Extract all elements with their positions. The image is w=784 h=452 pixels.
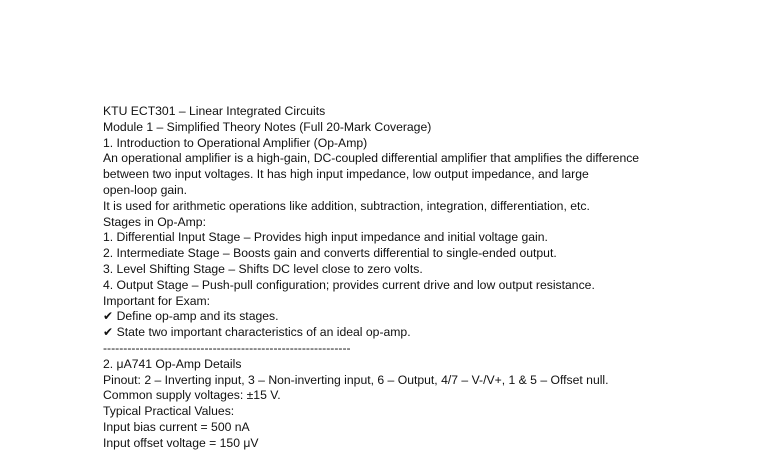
typical-value-item: Input offset voltage = 150 μV xyxy=(103,435,259,450)
stage-item: 1. Differential Input Stage – Provides high input impedance and initial voltage gain. xyxy=(103,230,548,245)
module-title: Module 1 – Simplified Theory Notes (Full 20-Mark Coverage) xyxy=(103,119,432,134)
section-separator: ------------------------------------------------------------- xyxy=(103,340,351,355)
course-title: KTU ECT301 – Linear Integrated Circuits xyxy=(103,104,326,118)
stages-heading: Stages in Op-Amp: xyxy=(103,214,206,229)
intro-paragraph-line-3: open-loop gain. xyxy=(103,182,188,197)
stage-item: 2. Intermediate Stage – Boosts gain and converts differential to single-ended output. xyxy=(103,246,557,261)
section-2-heading: 2. μA741 Op-Amp Details xyxy=(103,356,242,371)
typical-value-item: Input bias current = 500 nA xyxy=(103,419,250,434)
pinout-line: Pinout: 2 – Inverting input, 3 – Non-inverting input, 6 – Output, 4/7 – V-/V+, 1 & 5 – Offset null. xyxy=(103,372,609,387)
usage-paragraph: It is used for arithmetic operations like addition, subtraction, integration, differentiation, etc. xyxy=(103,198,590,213)
exam-heading: Important for Exam: xyxy=(103,293,211,308)
exam-checklist-item: ✔ Define op-amp and its stages. xyxy=(103,309,279,324)
stage-item: 4. Output Stage – Push-pull configuration; provides current drive and low output resistance. xyxy=(103,277,595,292)
typical-values-heading: Typical Practical Values: xyxy=(103,404,235,419)
notes-body xyxy=(103,104,773,452)
supply-voltage-line: Common supply voltages: ±15 V. xyxy=(103,388,281,403)
section-1-heading: 1. Introduction to Operational Amplifier (Op-Amp) xyxy=(103,135,368,150)
exam-checklist-item: ✔ State two important characteristics of an ideal op-amp. xyxy=(103,325,411,340)
stage-item: 3. Level Shifting Stage – Shifts DC level close to zero volts. xyxy=(103,261,423,276)
intro-paragraph-line-2: between two input voltages. It has high input impedance, low output impedance, and large xyxy=(103,167,589,182)
intro-paragraph-line-1: An operational amplifier is a high-gain, DC-coupled differential amplifier that amplifies the difference xyxy=(103,151,640,166)
